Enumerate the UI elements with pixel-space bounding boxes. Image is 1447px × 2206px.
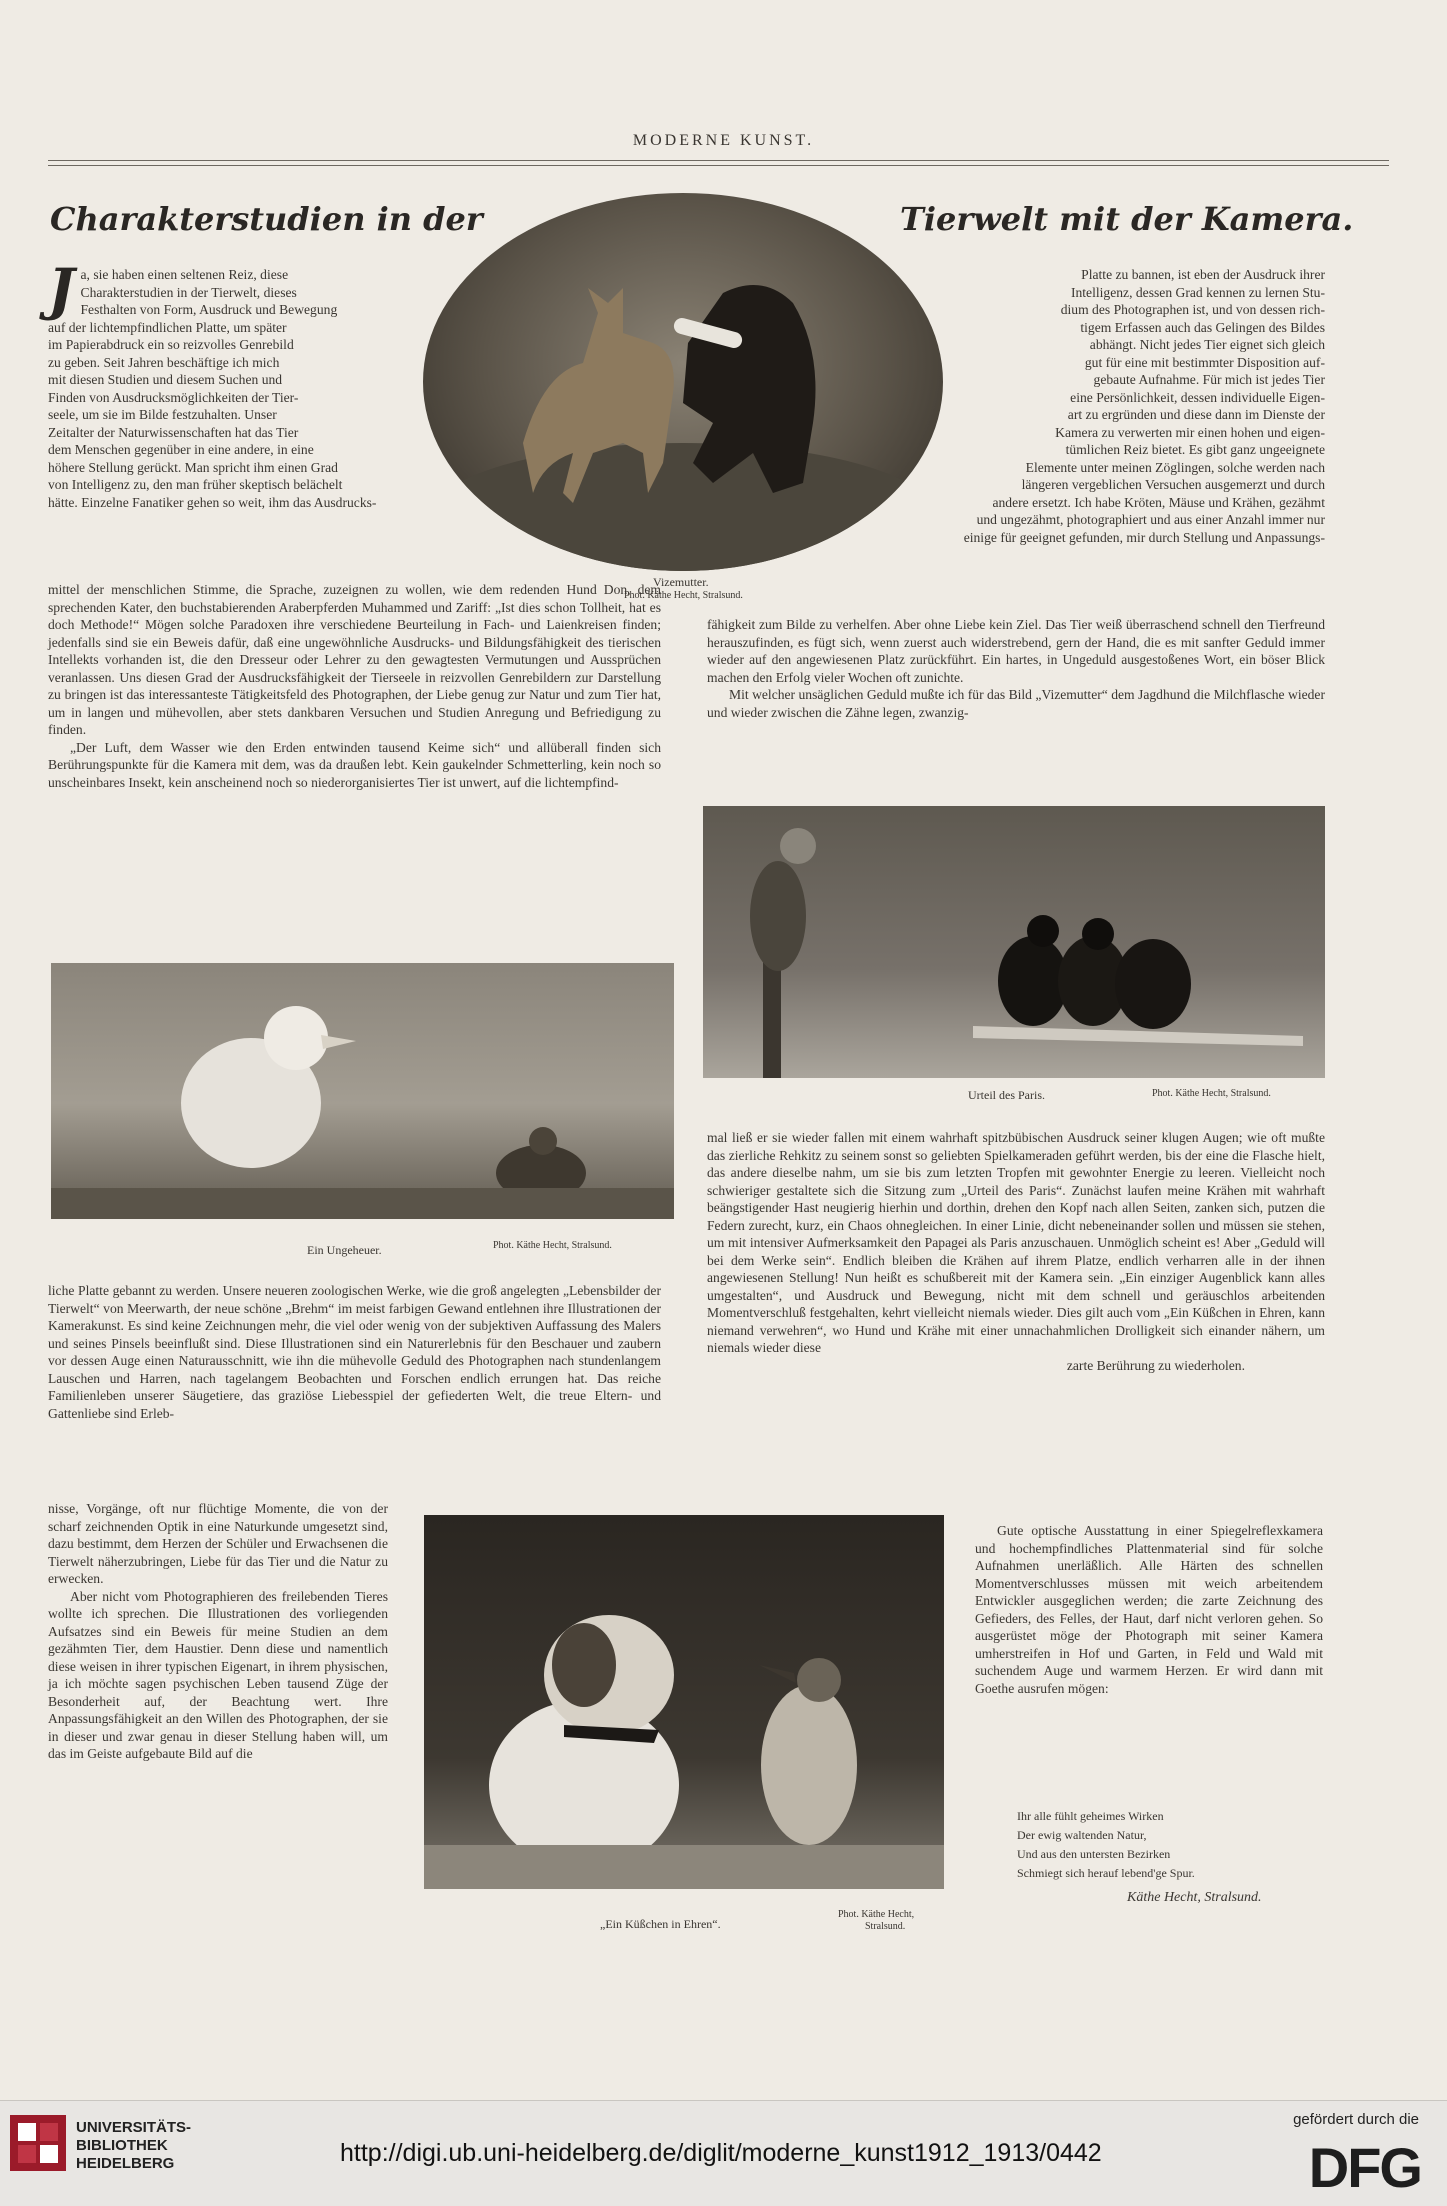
dfg-logo[interactable]: DFG — [1308, 2136, 1421, 2199]
fawn-and-dog-illustration — [423, 193, 943, 571]
left-intro-line: auf der lichtempfindlichen Platte, um später — [48, 319, 287, 335]
left-intro-line: Charakterstudien in der Tierwelt, dieses — [80, 284, 297, 300]
left-lower-block — [48, 1282, 661, 1422]
article-title-right: Tierwelt mit der Kamera. — [900, 200, 1354, 238]
library-name-line2: BIBLIOTHEK — [76, 2137, 168, 2154]
right-intro-line: Kamera zu verwerten mir einen hohen und eigen- — [1055, 424, 1325, 440]
funded-by-label: gefördert durch die — [1293, 2111, 1419, 2128]
poem-line: Und aus den untersten Bezirken — [1017, 1847, 1171, 1861]
photo-ein-kuesschen — [424, 1515, 944, 1889]
credit-ein-ungeheuer: Phot. Käthe Hecht, Stralsund. — [493, 1240, 612, 1251]
left-intro-line: mit diesen Studien und diesem Suchen und — [48, 372, 283, 387]
dog-and-crow-illustration — [424, 1515, 944, 1889]
right-intro-line: Elemente unter meinen Zöglingen, solche werden nach — [1025, 459, 1325, 475]
right-intro-line: eine Persönlichkeit, dessen individuelle Eigen- — [1070, 389, 1325, 405]
right-mid-paragraph-2: Mit welcher unsäglichen Geduld mußte ich für das Bild „Vizemutter“ dem Jagdhund die Milchflasche wieder und wieder zwischen die Zähne legen, zwanzig- — [707, 687, 1325, 720]
left-narrow-paragraph: nisse, Vorgänge, oft nur flüchtige Momente, die von der scharf zeichnenden Optik in eine Naturkunde umgesetzt sind, dazu bestimmt, dem Herzen der Schüler und Erwachsenen die Tierwelt näherzubringen, Liebe für das Tier und die Natur zu erwecken. — [48, 1501, 388, 1586]
left-intro-line: Zeitalter der Naturwissenschaften hat das Tier — [48, 424, 299, 440]
header-rule — [48, 160, 1389, 161]
right-intro-line: art zu ergründen und diese dann im Dienste der — [1067, 407, 1325, 422]
author-signature: Käthe Hecht, Stralsund. — [1127, 1890, 1262, 1905]
credit-ein-kuesschen-line2: Stralsund. — [865, 1921, 906, 1932]
goethe-poem — [975, 1807, 1320, 1883]
caption-ein-ungeheuer: Ein Ungeheuer. — [307, 1243, 382, 1257]
parrot-and-crows-illustration — [703, 806, 1325, 1078]
library-name[interactable] — [76, 2119, 191, 2173]
header-rule-2 — [48, 165, 1389, 166]
left-narrow-paragraph-2: Aber nicht vom Photographieren des freilebenden Tieres wollte ich sprechen. Die Illustrationen des vorliegenden Aufsatzes sind ein Beweis für meine Studien an dem gezähmten Tier, dem Haustier. Denn diese und namentlich diese weisen in ihrer typischen Eigenart, in ihrem physischen, ja ich möchte sagen psychischen Leben tausend Züge der Besonderheit auf, der Beachtung wert. Ihre Anpassungsfähigkeit an den Willen des Photographen, der sie in dieser und zwar genau in dieser Stellung haben will, um das im Geiste aufgebaute Bild auf die — [48, 1588, 388, 1761]
photo-vizemutter — [423, 193, 943, 571]
running-title: MODERNE KUNST. — [632, 132, 815, 149]
right-intro-line: einige für geeignet gefunden, mir durch Stellung und Anpassungs- — [963, 529, 1325, 545]
left-intro-line: Finden von Ausdrucksmöglichkeiten der Tier- — [48, 389, 299, 405]
left-narrow-block — [48, 1500, 388, 1763]
left-intro-block — [48, 257, 428, 511]
credit-urteil-des-paris: Phot. Käthe Hecht, Stralsund. — [1152, 1088, 1271, 1099]
right-intro-lines — [940, 266, 1325, 546]
library-name-line1: UNIVERSITÄTS- — [76, 2119, 192, 2136]
credit-ein-kuesschen-line1: Phot. Käthe Hecht, — [838, 1909, 915, 1920]
left-intro-line: Festhalten von Form, Ausdruck und Bewegung — [80, 302, 338, 317]
right-intro-line: abhängt. Nicht jedes Tier eignet sich gleich — [1089, 337, 1325, 352]
poem-line: Ihr alle fühlt geheimes Wirken — [1017, 1809, 1164, 1823]
right-lower-last-line: zarte Berührung zu wiederholen. — [1066, 1357, 1245, 1373]
right-intro-block — [940, 266, 1325, 546]
left-intro-line: zu geben. Seit Jahren beschäftige ich mich — [48, 354, 280, 370]
right-intro-line: gebaute Aufnahme. Für mich ist jedes Tier — [1093, 372, 1325, 387]
poem-line: Der ewig waltenden Natur, — [1017, 1828, 1147, 1842]
left-intro-line: dem Menschen gegenüber in eine andere, in eine — [48, 442, 314, 457]
left-intro-line: im Papierabdruck ein so reizvolles Genrebild — [48, 337, 294, 352]
right-intro-line: Platte zu bannen, ist eben der Ausdruck ihrer — [1081, 267, 1325, 282]
right-intro-line: gut für eine mit bestimmter Disposition auf- — [1084, 354, 1325, 370]
right-lower-paragraph: mal ließ er sie wieder fallen mit einem wahrhaft spitzbübischen Ausdruck seiner klugen Augen; wie oft mußte das zierliche Rehkitz zu seinem sonst so geliebten Spielkameraden geführt werden, bis der eine die Flasche hielt, das andere dieselbe nahm, um sie bis zum letzten Tropfen mit gewohnter Energie zu leeren. Vielleicht noch schwieriger gestaltete sich die Sitzung zum „Urteil des Paris“. Zunächst laufen meine Krähen mit wahrhaft beängstigender Hast neugierig hierhin und dorthin, drehen den Kopf nach allen Seiten, zanken sich, putzen die Federn zurecht, kurz, ein Chaos ohnegleichen. In einer Linie, dicht nebeneinander sollen und müssen sie stehen, um mit intensiver Aufmerksamkeit den Papagei als Paris anzuschauen. Unmöglich scheint es! Aber „Geduld will bei dem Werke sein“. Endlich bleiben die Krähen auf ihrem Platze, endlich verharren alle in der ihnen angewiesenen Stellung! Nun heißt es schußbereit mit der Kamera sein. „Ein einziger Augenblick kann alles umgestalten“, und Ausdruck und Bewegung, nicht mit dem schnell und geräuschlos arbeitenden Momentverschluß festgehalten, kehrt vielleicht niemals wieder. Dies gilt auch vom „Ein Küßchen in Ehren, kann niemand verwehren“, wo Hund und Krähe mit einer unnachahmlichen Drolligkeit sich einander nähern, um niemals wieder diese — [707, 1130, 1325, 1355]
article-title-left: Charakterstudien in der — [50, 200, 483, 238]
right-intro-line: Intelligenz, dessen Grad kennen zu lernen Stu- — [1070, 284, 1325, 300]
left-mid-paragraph: mittel der menschlichen Stimme, die Sprache, zuzeignen zu wollen, wie dem redenden Hund Don, dem sprechenden Kater, den buchstabierenden Araberpferden Muhammed und Zariff: „Ist dies schon Tollheit, hat es doch Methode!“ Mögen solche Paradoxen ihre verschiedene Beurteilung in Fach- und Laienkreisen finden; jedenfalls sind sie ein Beweis dafür, daß eine ungewöhnliche Ausdrucks- und Bildungsfähigkeit des tierischen Intellekts vorhanden ist, die den Dresseur oder Lehrer zu den gewagtesten Vermutungen und Aussprüchen veranlassen. Uns diesen Grad der Ausdrucksfähigkeit der Tierseele in reizvollen Genrebildern zur Darstellung zu bringen ist das interessanteste Tätigkeitsfeld des Photographen, der Liebe genug zur Natur und zum Tier hat, um in langen und mühevollen, aber stets dankbaren Versuchen und Studien Anregung und Befriedigung zu finden. — [48, 582, 661, 737]
left-mid-block — [48, 581, 661, 791]
right-intro-line: längeren vergeblichen Versuchen ausgemerzt und durch — [1021, 477, 1325, 492]
caption-ein-kuesschen: „Ein Küßchen in Ehren“. — [600, 1917, 721, 1931]
left-intro-line: a, sie haben einen seltenen Reiz, diese — [80, 267, 289, 282]
university-library-logo-icon — [10, 2115, 66, 2171]
dropcap: J — [48, 257, 75, 323]
left-intro-line: seele, um sie im Bilde festzuhalten. Unser — [48, 407, 277, 422]
photo-urteil-des-paris — [703, 806, 1325, 1078]
footer-bar — [0, 2100, 1447, 2206]
right-narrow-paragraph: Gute optische Ausstattung in einer Spiegelreflexkamera und hochempfindliches Plattenmaterial sind für solche Aufnahmen unerläßlich. Alle Härten des schnellen Momentverschlusses müssen mit weich arbeitendem Entwickler ausgeglichen werden; die zarte Zeichnung des Gefieders, des Felles, der Haut, darf nicht verloren gehen. So ausgerüstet möge der Photograph mit seiner Kamera umherstreifen in Hof und Garten, in Feld und Wald mit suchendem Auge und warmem Herzen. Er wird dann mit Goethe ausrufen mögen: — [975, 1523, 1323, 1696]
left-intro-lines — [48, 257, 428, 511]
left-intro-line: hätte. Einzelne Fanatiker gehen so weit, ihm das Ausdrucks- — [48, 494, 377, 510]
right-mid-paragraph: fähigkeit zum Bilde zu verhelfen. Aber ohne Liebe kein Ziel. Das Tier weiß überraschend schnell den Tierfreund herauszufinden, es fügt sich, wenn zuerst auch widerstrebend, gern der Hand, die es mit sanfter Geduld immer wieder auf den angewiesenen Platz zurückführt. Ein hartes, in Ungeduld ausgestoßenes Wort, ein böser Blick machen den Erfolg vieler Wochen oft zunichte. — [707, 617, 1325, 685]
right-intro-line: und ungezähmt, photographiert und aus einer Anzahl immer nur — [976, 512, 1325, 527]
right-narrow-block — [975, 1522, 1323, 1697]
left-mid-paragraph-2: „Der Luft, dem Wasser wie den Erden entwinden tausend Keime sich“ und allüberall finden sich Berührungspunkte für die Kamera mit dem, was da draußen lebt. Kein gaukelnder Schmetterling, kein noch so unscheinbares Insekt, kein anscheinend noch so niederorganisiertes Tier ist unwert, auf die lichtempfind- — [48, 739, 661, 790]
duckling-and-toad-illustration — [51, 963, 674, 1219]
right-mid-block — [707, 616, 1325, 721]
poem-line: Schmiegt sich herauf lebend'ge Spur. — [1017, 1866, 1195, 1880]
left-intro-line: von Intelligenz zu, den man früher skeptisch belächelt — [48, 477, 343, 492]
left-lower-paragraph: liche Platte gebannt zu werden. Unsere neueren zoologischen Werke, wie die groß angelegten „Lebensbilder der Tierwelt“ von Meerwarth, der neue schöne „Brehm“ im meist farbigen Gewand entlehnen ihre Illustrationen der Kamerakunst. Es sind keine Zeichnungen mehr, die viel oder wenig von der subjektiven Auffassung des Malers und seines Pinsels beeinflußt sind. Diese Illustrationen sind ein Naturerlebnis für den Beschauer und zaubern vor dessen Auge einen Naturausschnitt, wie ihn die mühevolle Geduld des Photographen nach stundenlangem Lauschen und Harren, nach tagelangem Beobachten und Forschen endlich errungen hat. Das reiche Familienleben unserer Säugetiere, das graziöse Liebesspiel der gefiederten Welt, die treue Eltern- und Gattenliebe sind Erleb- — [48, 1283, 661, 1421]
right-intro-line: tigem Erfassen auch das Gelingen des Bildes — [1080, 319, 1325, 335]
caption-vizemutter: Vizemutter. — [653, 575, 709, 589]
right-intro-line: andere ersetzt. Ich habe Kröten, Mäuse und Krähen, gezähmt — [992, 494, 1325, 510]
caption-urteil-des-paris: Urteil des Paris. — [968, 1088, 1045, 1102]
library-name-line3: HEIDELBERG — [76, 2155, 175, 2172]
photo-ein-ungeheuer — [51, 963, 674, 1219]
right-intro-line: tümlichen Reiz bietet. Es gibt ganz ungeeignete — [1065, 442, 1325, 457]
credit-vizemutter: Phot. Käthe Hecht, Stralsund. — [624, 590, 743, 601]
right-intro-line: dium des Photographen ist, und von dessen rich- — [1060, 302, 1325, 317]
right-lower-block — [707, 1129, 1325, 1374]
left-intro-line: höhere Stellung gerückt. Man spricht ihm einen Grad — [48, 459, 338, 475]
permalink-url[interactable]: http://digi.ub.uni-heidelberg.de/diglit/moderne_kunst1912_1913/0442 — [340, 2139, 1102, 2167]
